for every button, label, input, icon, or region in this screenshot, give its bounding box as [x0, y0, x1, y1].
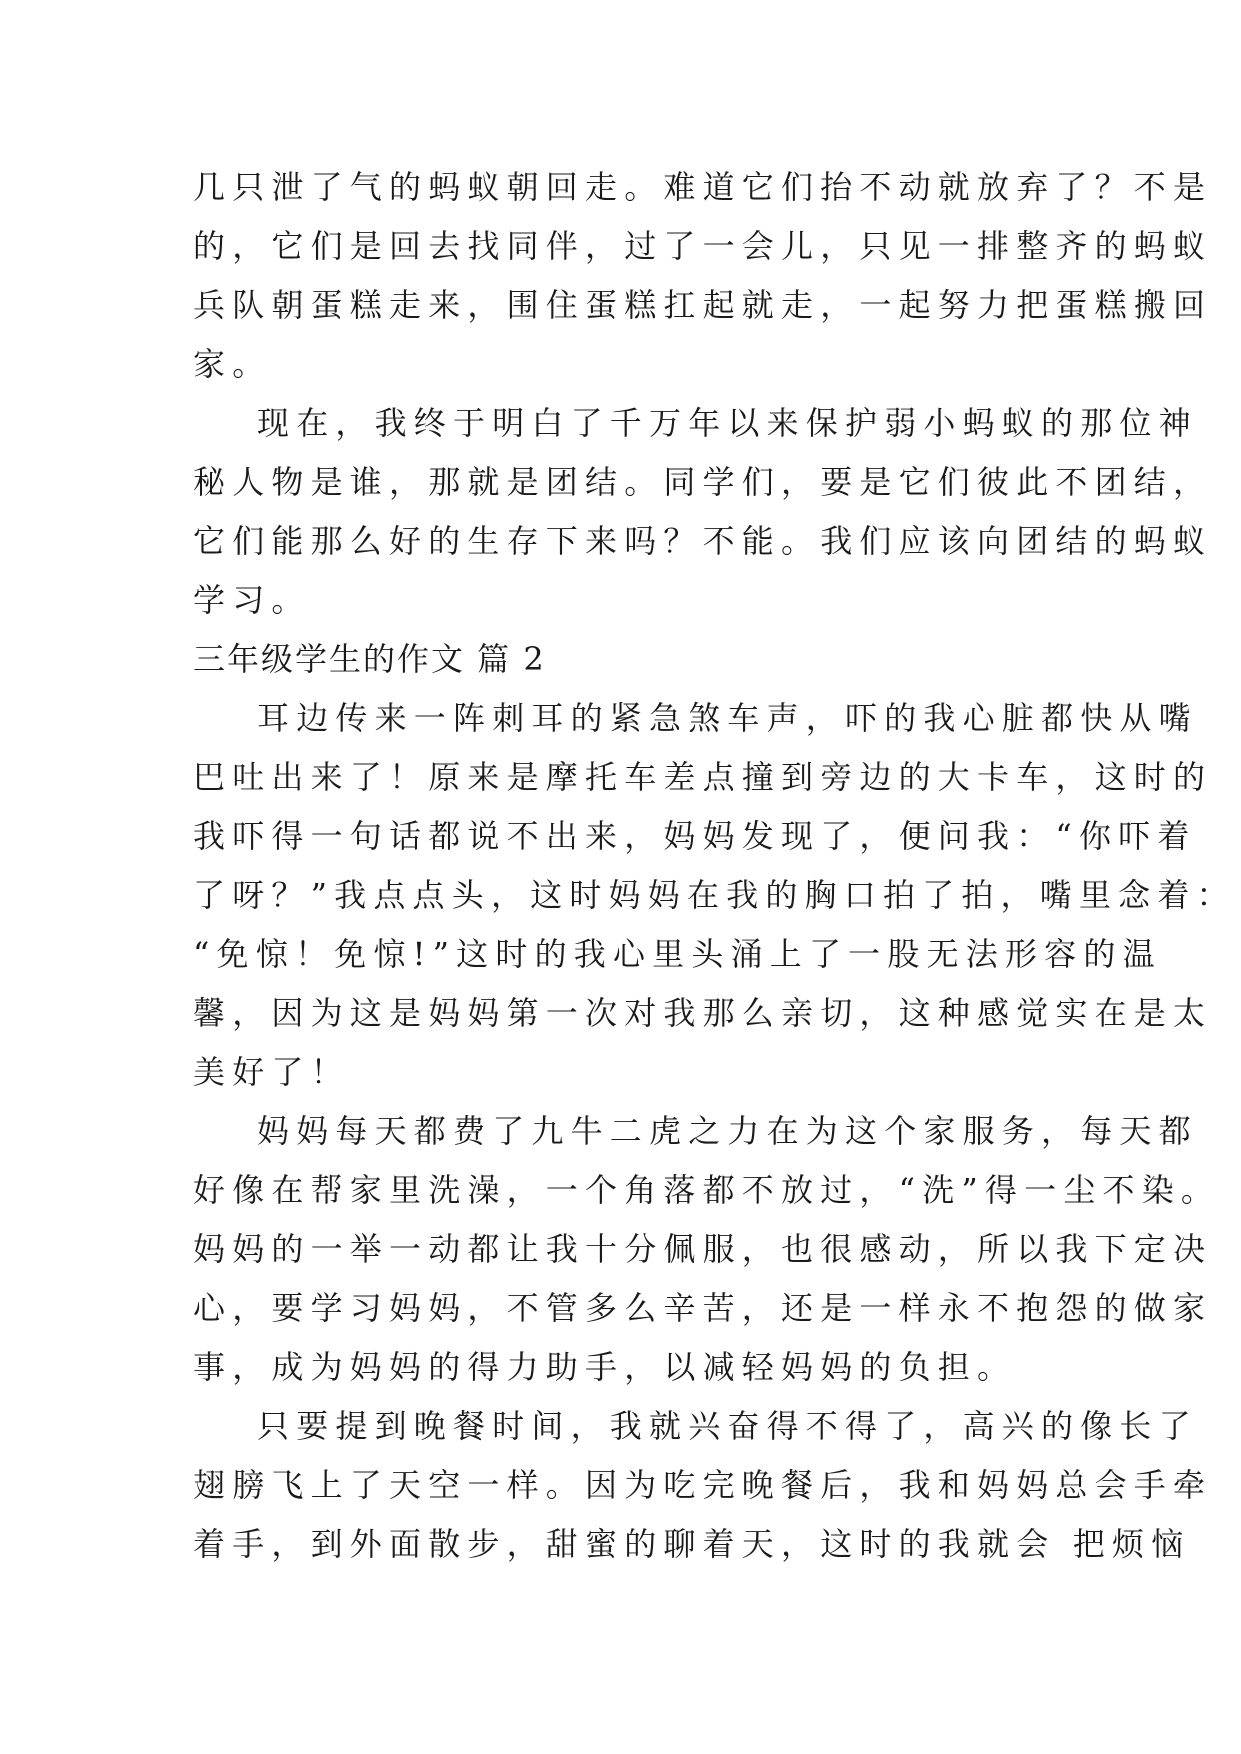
- text-line: 馨，因为这是妈妈第一次对我那么亲切，这种感觉实在是太: [193, 994, 1213, 1032]
- text-line: 好像在帮家里洗澡，一个角落都不放过，“洗”得一尘不染。: [193, 1171, 1221, 1209]
- text-line: 秘人物是谁，那就是团结。同学们，要是它们彼此不团结，: [193, 463, 1213, 501]
- text-line: 美好了！: [193, 1053, 350, 1091]
- text-line: 着手，到外面散步，甜蜜的聊着天，这时的我就会 把烦恼: [193, 1525, 1191, 1563]
- text-line: 了呀？”我点点头，这时妈妈在我的胸口拍了拍，嘴里念着：: [193, 876, 1236, 914]
- paragraph-first-line: 妈妈每天都费了九牛二虎之力在为这个家服务，每天都: [257, 1112, 1198, 1150]
- paragraph-first-line: 只要提到晚餐时间，我就兴奋得不得了，高兴的像长了: [257, 1407, 1198, 1445]
- text-line: 妈妈的一举一动都让我十分佩服，也很感动，所以我下定决: [193, 1230, 1213, 1268]
- text-line: 学习。: [193, 581, 311, 619]
- section-heading: 三年级学生的作文 篇 2: [193, 640, 546, 678]
- paragraph-first-line: 耳边传来一阵刺耳的紧急煞车声，吓的我心脏都快从嘴: [257, 699, 1198, 737]
- text-line: 的，它们是回去找同伴，过了一会儿，只见一排整齐的蚂蚁: [193, 227, 1213, 265]
- paragraph-first-line: 现在，我终于明白了千万年以来保护弱小蚂蚁的那位神: [257, 404, 1198, 442]
- text-line: 家。: [193, 345, 272, 383]
- text-line: “免惊！免惊!”这时的我心里头涌上了一股无法形容的温: [193, 935, 1162, 973]
- text-line: 兵队朝蛋糕走来，围住蛋糕扛起就走，一起努力把蛋糕搬回: [193, 286, 1213, 324]
- document-body: [193, 158, 1236, 1574]
- text-line: 几只泄了气的蚂蚁朝回走。难道它们抬不动就放弃了？不是: [193, 168, 1213, 206]
- text-line: 翅膀飞上了天空一样。因为吃完晚餐后，我和妈妈总会手牵: [193, 1466, 1213, 1504]
- text-line: 我吓得一句话都说不出来，妈妈发现了，便问我：“你吓着: [193, 817, 1197, 855]
- text-line: 巴吐出来了！原来是摩托车差点撞到旁边的大卡车，这时的: [193, 758, 1213, 796]
- text-line: 它们能那么好的生存下来吗？不能。我们应该向团结的蚂蚁: [193, 522, 1213, 560]
- text-line: 事，成为妈妈的得力助手，以减轻妈妈的负担。: [193, 1348, 1017, 1386]
- text-line: 心，要学习妈妈，不管多么辛苦，还是一样永不抱怨的做家: [193, 1289, 1213, 1327]
